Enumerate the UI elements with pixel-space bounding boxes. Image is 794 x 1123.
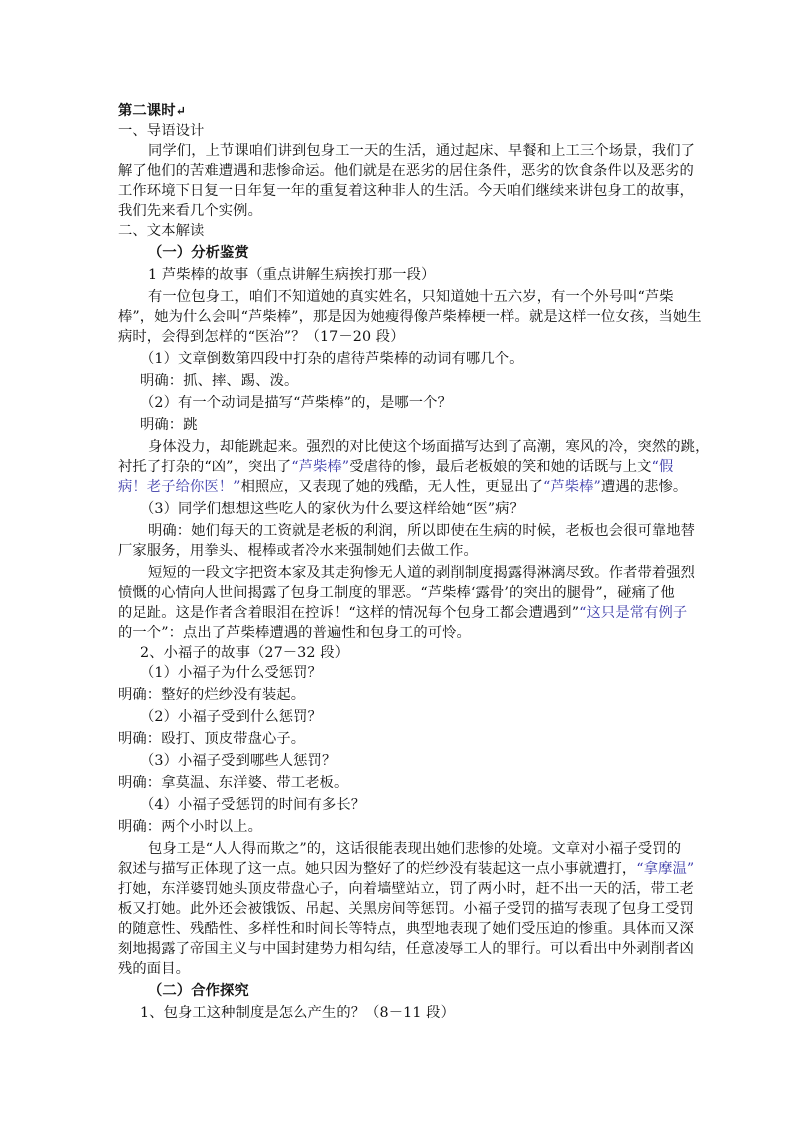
paragraph-line: 打她，东洋婆罚她头顶皮带盘心子，向着墙壁站立，罚了两小时，赶不出一天的活，带工老 [118,881,694,897]
paragraph-line: 我们先来看几个实例。 [118,203,262,219]
subsection-heading: （一）分析鉴赏 [148,245,249,261]
paragraph-line: 工作环境下日复一日年复一年的重复着这种非人的生活。今天咱们继续来讲包身工的故事， [118,183,694,199]
question: （2）小福子受到什么惩罚？ [140,709,322,725]
story-title: 2、小福子的故事（27－32 段） [140,645,349,661]
paragraph-line: 残的面目。 [118,961,190,977]
answer: 厂家服务，用拳头、棍棒或者冷水来强制她们去做工作。 [118,543,478,559]
question: （3）小福子受到哪些人惩罚？ [140,753,337,769]
paragraph-line: 病！老子给你医！”相照应，又表现了她的残酷，无人性，更显出了“芦柴棒”遭遇的悲惨。 [118,479,688,495]
paragraph-line: 同学们，上节课咱们讲到包身工一天的生活，通过起床、早餐和上工三个场景，我们了 [148,143,696,159]
question: （4）小福子受惩罚的时间有多长？ [140,797,366,813]
section-heading: 二、文本解读 [118,223,205,239]
paragraph-line: 包身工是“人人得而欺之”的，这话很能表现出她们悲惨的处境。文章对小福子受罚的 [148,841,682,857]
answer: 明确：整好的烂纱没有装起。 [118,687,306,703]
lesson-title: 第二课时↵ [118,103,187,119]
paragraph-line: 病时，会得到怎样的“医治”？（17－20 段） [118,329,405,345]
paragraph-line: 愤慨的心情向人世间揭露了包身工制度的罪恶。“芦柴棒‘露骨’的突出的腿骨”，碰痛了他 [118,585,675,601]
paragraph-line: 短短的一段文字把资本家及其走狗惨无人道的剥削制度揭露得淋漓尽致。作者带着强烈 [148,565,696,581]
paragraph-line: 衬托了打杂的“凶”，突出了“芦柴棒”受虐待的惨，最后老板娘的笑和她的话既与上文“假 [118,459,674,475]
paragraph-line: 棒”，她为什么会叫“芦柴棒”，那是因为她瘦得像芦柴棒梗一样。就是这样一位女孩，当她生 [118,309,702,325]
answer: 明确：抓、摔、踢、泼。 [140,373,299,389]
answer: 明确：殴打、顶皮带盘心子。 [118,731,306,747]
question: （2）有一个动词是描写“芦柴棒”的，是哪一个？ [140,395,452,411]
paragraph-line: 解了他们的苦难遭遇和悲惨命运。他们就是在恶劣的居住条件，恶劣的饮食条件以及恶劣的 [118,163,694,179]
paragraph-line: 板又打她。此外还会被饿饭、吊起、关黑房间等惩罚。小福子受罚的描写表现了包身工受罚 [118,901,694,917]
question: （1）小福子为什么受惩罚？ [140,665,322,681]
question: （1）文章倒数第四段中打杂的虐待芦柴棒的动词有哪几个。 [140,351,524,367]
question: （3）同学们想想这些吃人的家伙为什么要这样给她“医”病？ [140,501,524,517]
subsection-heading: （二）合作探究 [148,983,249,999]
story-title: 1 芦柴棒的故事（重点讲解生病挨打那一段） [148,267,436,283]
paragraph-line: 有一位包身工，咱们不知道她的真实姓名，只知道她十五六岁，有一个外号叫“芦柴 [148,289,674,305]
answer: 明确：拿莫温、东洋婆、带工老板。 [118,775,349,791]
question: 1、包身工这种制度是怎么产生的？（8－11 段） [140,1005,455,1021]
section-heading: 一、导语设计 [118,123,205,139]
paragraph-line: 的随意性、残酷性、多样性和时间长等特点，典型地表现了她们受压迫的惨重。具体而又深 [118,921,694,937]
answer: 明确：两个小时以上。 [118,819,262,835]
paragraph-line: 的一个”：点出了芦柴棒遭遇的普遍性和包身工的可怜。 [118,625,471,641]
paragraph-line: 身体没力，却能跳起来。强烈的对比使这个场面描写达到了高潮，寒风的冷，突然的跳， [148,439,710,455]
answer: 明确：她们每天的工资就是老板的利润，所以即使在生病的时候，老板也会很可靠地替 [148,523,696,539]
paragraph-line: 的足趾。这是作者含着眼泪在控诉！“这样的情况每个包身工都会遭遇到”“这只是常有例子 [118,605,688,621]
paragraph-line: 叙述与描写正体现了这一点。她只因为整好了的烂纱没有装起这一点小事就遭打，“拿摩温” [118,861,695,877]
paragraph-line: 刻地揭露了帝国主义与中国封建势力相勾结，任意凌辱工人的罪行。可以看出中外剥削者凶 [118,941,694,957]
answer: 明确：跳 [140,417,198,433]
